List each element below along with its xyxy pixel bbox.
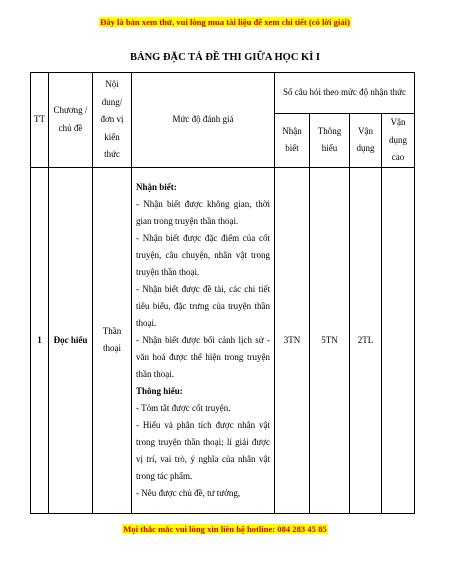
table-row [31,167,415,513]
header-row-1 [31,73,415,114]
row-mucdo [132,167,275,513]
criterion-nb-3: - Nhận biết được đề tài, các chi tiết tiêu biểu, đặc trưng của truyện thần thoại. [136,283,270,328]
header-noidung: Nội dung/ đơn vị kiến thức [93,73,132,168]
row-vandungcao [382,167,415,513]
row-nhanbiet: 3TN [275,167,310,513]
document-title: BẢNG ĐẶC TẢ ĐỀ THI GIỮA HỌC KÌ I [129,52,320,63]
specification-table [30,72,415,514]
heading-thong-hieu: Thông hiểu: [136,385,183,396]
row-thonghieu: 5TN [310,167,350,513]
criterion-th-3: - Nêu được chủ đề, tư tưởng, [136,487,241,498]
criterion-th-1: - Tóm tắt được cốt truyện. [136,402,231,413]
row-noidung: Thần thoại [93,167,132,513]
row-tt: 1 [31,167,49,513]
criterion-nb-4: - Nhận biết được bối cảnh lịch sử - văn hoá được thể hiện trong truyện thần thoại. [136,334,270,379]
preview-banner [0,17,450,27]
header-group: Số câu hỏi theo mức độ nhận thức [275,73,415,114]
row-chuong: Đọc hiểu [49,167,93,513]
header-vandungcao: Vận dụng cao [382,114,415,168]
hotline-footer-text: Mọi thắc mắc vui lòng xin liên hệ hotline: 084 283 45 85 [123,524,327,534]
header-tt: TT [31,73,49,168]
preview-banner-text: Đây là bản xem thử, vui lòng mua tài liệu để xem chi tiết (có lời giải) [100,17,350,27]
criterion-nb-1: - Nhận biết được không gian, thời gian trong truyện thần thoại. [136,198,270,226]
criterion-th-2: - Hiểu và phân tích được nhân vật trong truyện thần thoại; lí giải được vị trí, vai trò, ý nghĩa của nhân vật trong tác phẩm. [136,419,270,481]
header-thonghieu: Thông hiểu [310,114,350,168]
header-chuong: Chương / chủ đề [49,73,93,168]
hotline-footer [0,524,450,534]
header-nhanbiet: Nhận biết [275,114,310,168]
header-mucdo: Mức độ đánh giá [132,73,275,168]
header-vandung: Vận dụng [350,114,382,168]
row-vandung: 2TL [350,167,382,513]
heading-nhan-biet: Nhận biết: [136,181,177,192]
criterion-nb-2: - Nhận biết được đặc điểm của cốt truyện, câu chuyện, nhân vật trong truyện thần thoại. [136,232,270,277]
